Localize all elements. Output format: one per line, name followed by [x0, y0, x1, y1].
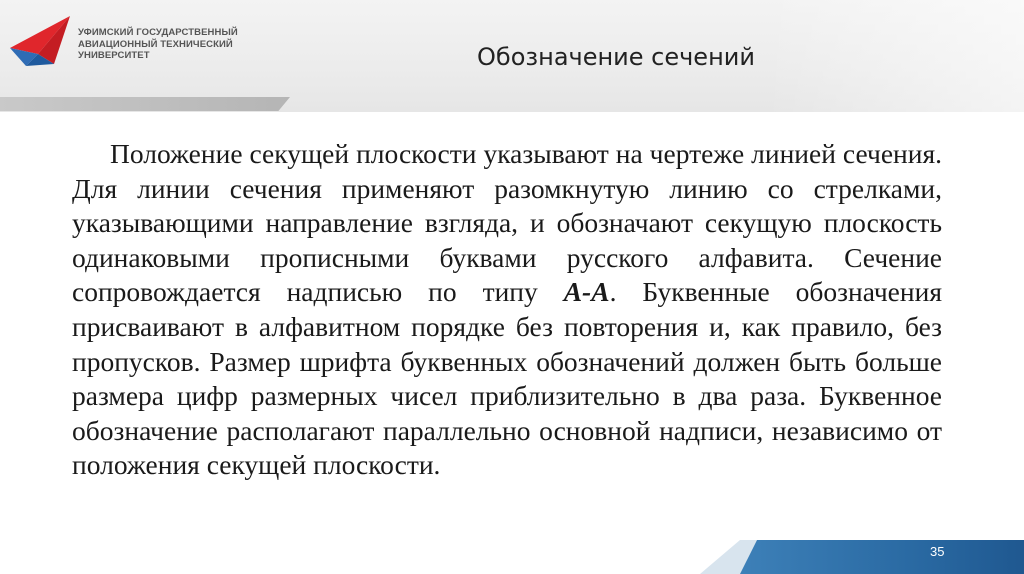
university-name: [78, 27, 238, 62]
ugatu-logo-icon: [8, 14, 74, 70]
section-marker: А-А: [563, 276, 610, 308]
header-stripe: [0, 97, 290, 111]
body-paragraph: [72, 137, 942, 483]
body-text-end: . Буквенные обозначения присваивают в алфавитном порядке без повторения и, как правило, без пропусков. Размер шрифта буквенных обозначений должен быть больше размера цифр размерных чисел приблизительно в два раза. Буквенное обозначение располагают параллельно основной надписи, независимо от положения секущей плоскости.: [72, 276, 942, 481]
university-name-line-2: АВИАЦИОННЫЙ ТЕХНИЧЕСКИЙ: [78, 38, 233, 50]
page-number: 35: [930, 544, 945, 559]
header-fade: [764, 0, 1024, 112]
university-name-line-3: УНИВЕРСИТЕТ: [78, 50, 150, 61]
body-text-start: Положение секущей плоскости указывают на чертеже линией сечения. Для линии сечения применяют разомкнутую линию со стрелками, указывающими направление взгляда, и обозначают секущую плоскость одинаковыми прописными буквами русского алфавита. Сечение сопровождается надписью по типу: [72, 138, 942, 308]
university-name-line-1: УФИМСКИЙ ГОСУДАРСТВЕННЫЙ: [78, 27, 238, 38]
footer-band: [740, 540, 1024, 574]
slide-title: Обозначение сечений: [477, 43, 755, 71]
